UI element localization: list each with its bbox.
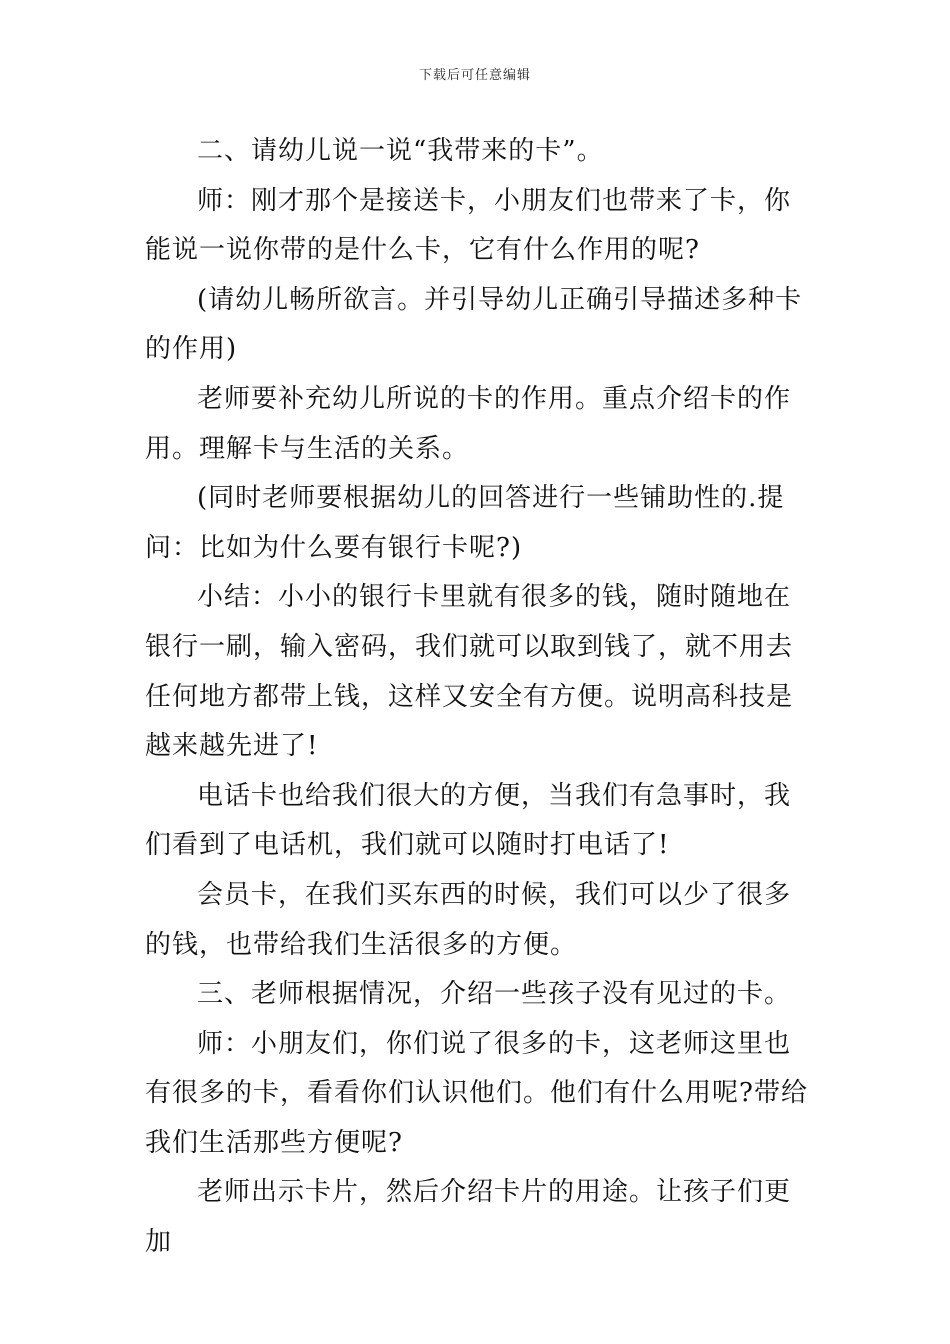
- paragraph-show-cards: 老师出示卡片，然后介绍卡片的用途。让孩子们更加: [145, 1177, 792, 1258]
- paragraph-section-two-heading: 二、请幼儿说一说“我带来的卡”。: [197, 136, 604, 166]
- paragraph-teacher-supplement: 老师要补充幼儿所说的卡的作用。重点介绍卡的作用。理解卡与生活的关系。: [145, 383, 792, 464]
- page-header-note: 下载后可任意编辑: [418, 68, 531, 83]
- paragraph-auxiliary-question: (同时老师要根据幼儿的回答进行一些铺助性的.提问：比如为什么要有银行卡呢?): [145, 483, 785, 563]
- paragraph-guidance-note: (请幼儿畅所欲言。并引导幼儿正确引导描述多种卡的作用): [145, 284, 803, 365]
- paragraph-section-three-heading: 三、老师根据情况，介绍一些孩子没有见过的卡。: [197, 979, 792, 1010]
- paragraph-teacher-question: 师：刚才那个是接送卡，小朋友们也带来了卡，你能说一说你带的是什么卡，它有什么作用的呢?: [145, 185, 792, 266]
- paragraph-summary-bank-card: 小结：小小的银行卡里就有很多的钱，随时随地在银行一刷，输入密码，我们就可以取到钱了，就不用去任何地方都带上钱，这样又安全有方便。说明高科技是越来越先进了!: [145, 582, 794, 762]
- paragraph-member-card: 会员卡，在我们买东西的时候，我们可以少了很多的钱，也带给我们生活很多的方便。: [145, 879, 792, 960]
- paragraph-phone-card: 电话卡也给我们很大的方便，当我们有急事时，我们看到了电话机，我们就可以随时打电话了!: [145, 780, 792, 861]
- paragraph-teacher-more-cards: 师：小朋友们，你们说了很多的卡，这老师这里也有很多的卡，看看你们认识他们。他们有什么用呢?带给我们生活那些方便呢?: [145, 1028, 808, 1158]
- document-body: [145, 127, 815, 1268]
